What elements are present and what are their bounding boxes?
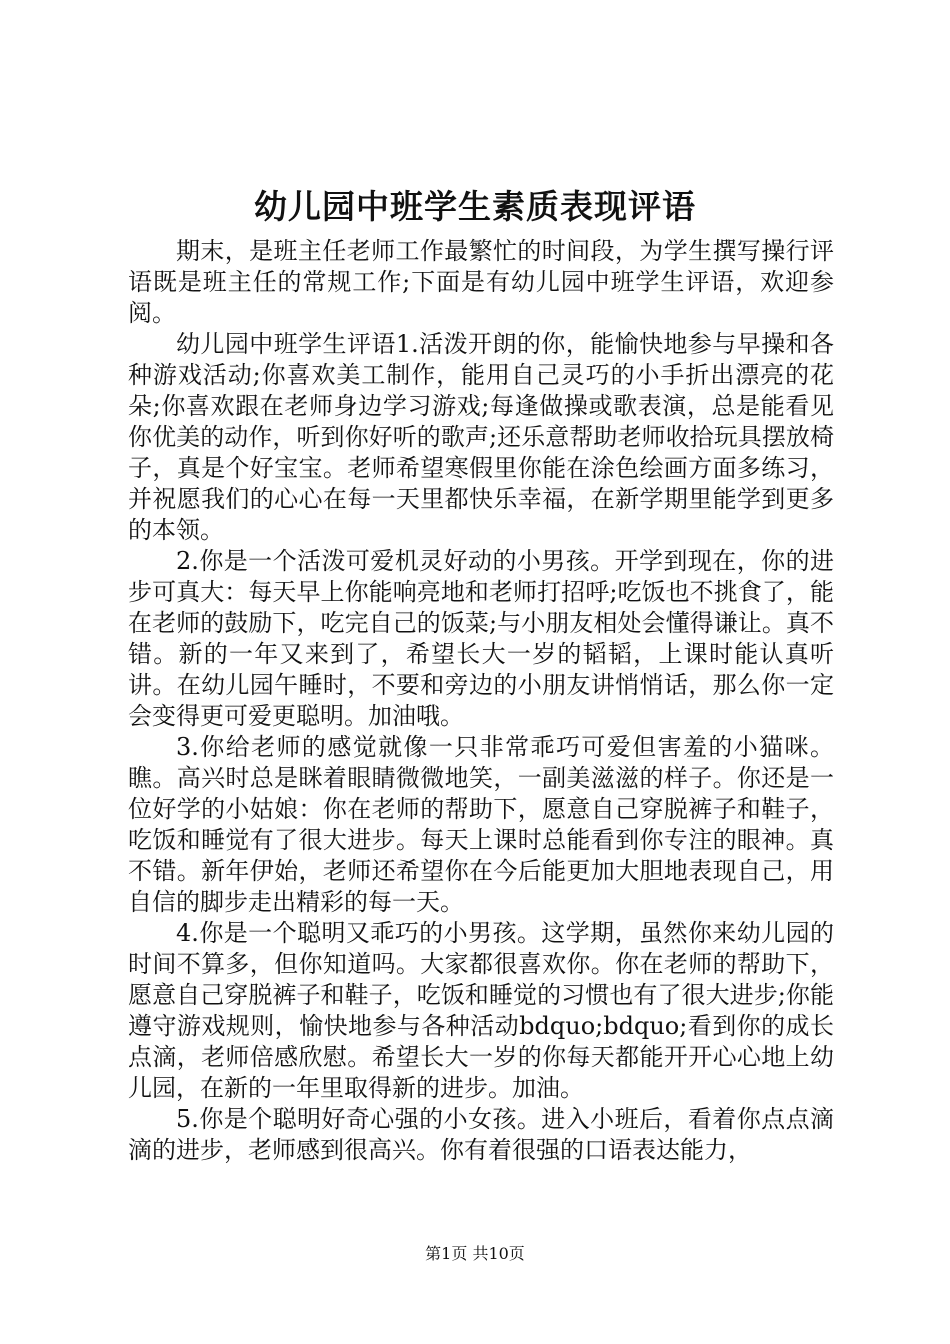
paragraph-comment-1: 幼儿园中班学生评语1.活泼开朗的你，能愉快地参与早操和各种游戏活动;你喜欢美工制作，能用自己灵巧的小手折出漂亮的花朵;你喜欢跟在老师身边学习游戏;每逢做操或歌表演，总是能看见你优美的动作，听到你好听的歌声;还乐意帮助老师收拾玩具摆放椅子，真是个好宝宝。老师希望寒假里你能在涂色绘画方面多练习，并祝愿我们的心心在每一天里都快乐幸福，在新学期里能学到更多的本领。 bbox=[128, 330, 834, 544]
page-number-footer: 第1页 共10页 bbox=[425, 1244, 525, 1263]
document-title: 幼儿园中班学生素质表现评语 bbox=[254, 187, 696, 226]
document-body bbox=[128, 236, 834, 1166]
paragraph-comment-5: 5.你是个聪明好奇心强的小女孩。进入小班后，看着你点点滴滴的进步，老师感到很高兴。你有着很强的口语表达能力， bbox=[128, 1105, 834, 1164]
paragraph-comment-3: 3.你给老师的感觉就像一只非常乖巧可爱但害羞的小猫咪。瞧。高兴时总是眯着眼睛微微地笑，一副美滋滋的样子。你还是一位好学的小姑娘：你在老师的帮助下，愿意自己穿脱裤子和鞋子，吃饭和睡觉有了很大进步。每天上课时总能看到你专注的眼神。真不错。新年伊始，老师还希望你在今后能更加大胆地表现自己，用自信的脚步走出精彩的每一天。 bbox=[128, 733, 834, 916]
paragraph-intro: 期末，是班主任老师工作最繁忙的时间段，为学生撰写操行评语既是班主任的常规工作;下面是有幼儿园中班学生评语，欢迎参阅。 bbox=[128, 237, 834, 327]
paragraph-comment-2: 2.你是一个活泼可爱机灵好动的小男孩。开学到现在，你的进步可真大：每天早上你能响亮地和老师打招呼;吃饭也不挑食了，能在老师的鼓励下，吃完自己的饭菜;与小朋友相处会懂得谦让。真不错。新的一年又来到了，希望长大一岁的韬韬，上课时能认真听讲。在幼儿园午睡时，不要和旁边的小朋友讲悄悄话，那么你一定会变得更可爱更聪明。加油哦。 bbox=[128, 547, 834, 730]
paragraph-comment-4: 4.你是一个聪明又乖巧的小男孩。这学期，虽然你来幼儿园的时间不算多，但你知道吗。大家都很喜欢你。你在老师的帮助下，愿意自己穿脱裤子和鞋子，吃饭和睡觉的习惯也有了很大进步;你能遵守游戏规则，愉快地参与各种活动bdquo;bdquo;看到你的成长点滴，老师倍感欣慰。希望长大一岁的你每天都能开开心心地上幼儿园，在新的一年里取得新的进步。加油。 bbox=[128, 919, 834, 1102]
